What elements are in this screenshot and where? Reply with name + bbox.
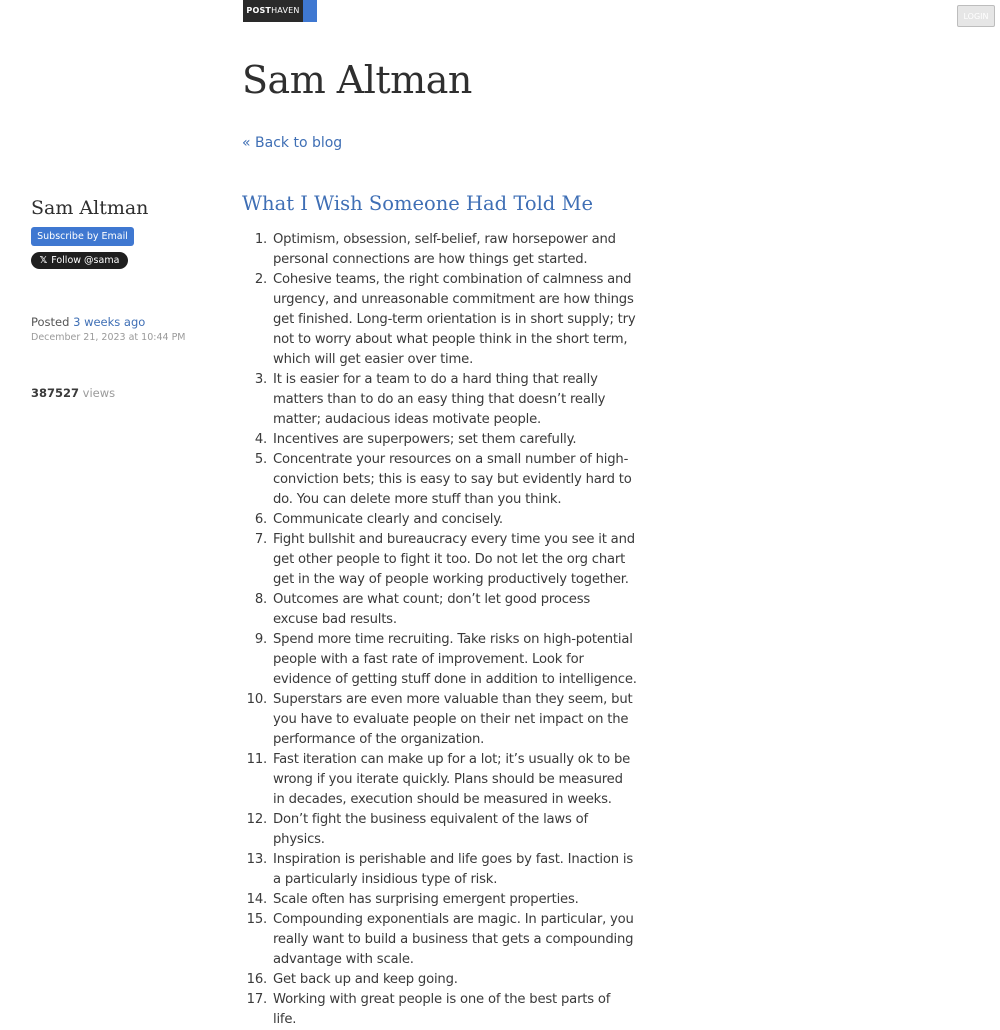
list-item-text: Optimism, obsession, self-belief, raw horsepower and personal connections are how things get started. [273,232,616,267]
back-to-blog-link[interactable]: « Back to blog [242,135,343,151]
list-item [246,850,637,890]
blog-title[interactable]: Sam Altman [242,58,472,102]
list-item-text: Get back up and keep going. [273,972,458,987]
list-item [254,590,637,630]
list-item [254,370,637,430]
follow-twitter-button[interactable] [31,252,128,269]
list-item [254,630,637,690]
list-item-number: 9. [254,632,267,647]
list-item-text: Scale often has surprising emergent properties. [273,892,579,907]
list-item [246,990,637,1030]
post-list [246,230,637,1030]
subscribe-by-email-button[interactable]: Subscribe by Email [31,227,134,246]
list-item-text: It is easier for a team to do a hard thing that really matters than to do an easy thing that doesn’t really matter; audacious ideas motivate people. [273,372,606,427]
list-item [254,450,637,510]
list-item-text: Cohesive teams, the right combination of calmness and urgency, and unreasonable commitment are how things get finished. Long-term orientation is in short supply; try not to worry about what people think in the short term, which will get easier over time. [273,272,636,367]
list-item-text: Inspiration is perishable and life goes by fast. Inaction is a particularly insidious type of risk. [273,852,634,887]
list-item [246,890,637,910]
list-item [246,750,637,810]
list-item-number: 3. [254,372,267,387]
list-item-text: Outcomes are what count; don’t let good process excuse bad results. [273,592,591,627]
list-item-number: 7. [254,532,267,547]
list-item [254,430,637,450]
list-item [254,230,637,270]
list-item-number: 2. [254,272,267,287]
list-item-text: Spend more time recruiting. Take risks on high-potential people with a fast rate of improvement. Look for evidence of getting stuff done in addition to intelligence. [273,632,637,687]
list-item [254,270,637,370]
list-item-number: 6. [254,512,267,527]
sidebar-author-name[interactable]: Sam Altman [31,197,149,219]
list-item-number: 14. [246,892,267,907]
list-item-text: Fast iteration can make up for a lot; it’s usually ok to be wrong if you iterate quickly. Plans should be measured in decades, execution should be measured in weeks. [273,752,631,807]
list-item-number: 8. [254,592,267,607]
list-item [246,910,637,970]
list-item-text: Communicate clearly and concisely. [273,512,503,527]
x-logo-icon: 𝕏 [39,255,48,266]
list-item-number: 12. [246,812,267,827]
posted-line: Posted 3 weeks ago [31,315,146,329]
list-item-number: 17. [246,992,267,1007]
posthaven-logo[interactable] [243,0,317,22]
list-item-number: 5. [254,452,267,467]
list-item-text: Fight bullshit and bureaucracy every time you see it and get other people to fight it too. Do not let the org chart get in the way of people working productively together. [273,532,635,587]
view-count: 387527 views [31,386,116,400]
list-item-number: 1. [254,232,267,247]
list-item-text: Working with great people is one of the best parts of life. [273,992,611,1027]
list-item-text: Don’t fight the business equivalent of the laws of physics. [273,812,588,847]
list-item-number: 4. [254,432,267,447]
list-item-number: 13. [246,852,267,867]
list-item-number: 16. [246,972,267,987]
follow-label: Follow @sama [51,255,120,266]
posthaven-wordmark: POSTHAVEN [243,0,303,22]
list-item-number: 15. [246,912,267,927]
list-item [246,810,637,850]
list-item [254,510,637,530]
list-item-number: 10. [246,692,267,707]
list-item-text: Compounding exponentials are magic. In particular, you really want to build a business that gets a compounding advantage with scale. [273,912,634,967]
list-item-text: Superstars are even more valuable than they seem, but you have to evaluate people on their net impact on the performance of the organization. [273,692,633,747]
posted-date: December 21, 2023 at 10:44 PM [31,332,186,343]
list-item [246,970,637,990]
list-item-text: Concentrate your resources on a small number of high-conviction bets; this is easy to say but evidently hard to do. You can delete more stuff than you think. [273,452,632,507]
login-button[interactable]: LOGIN [957,5,995,27]
post-title[interactable]: What I Wish Someone Had Told Me [242,192,593,215]
list-item [254,530,637,590]
list-item [246,690,637,750]
list-item-number: 11. [246,752,267,767]
posted-relative-link[interactable]: 3 weeks ago [73,315,146,329]
list-item-text: Incentives are superpowers; set them carefully. [273,432,577,447]
